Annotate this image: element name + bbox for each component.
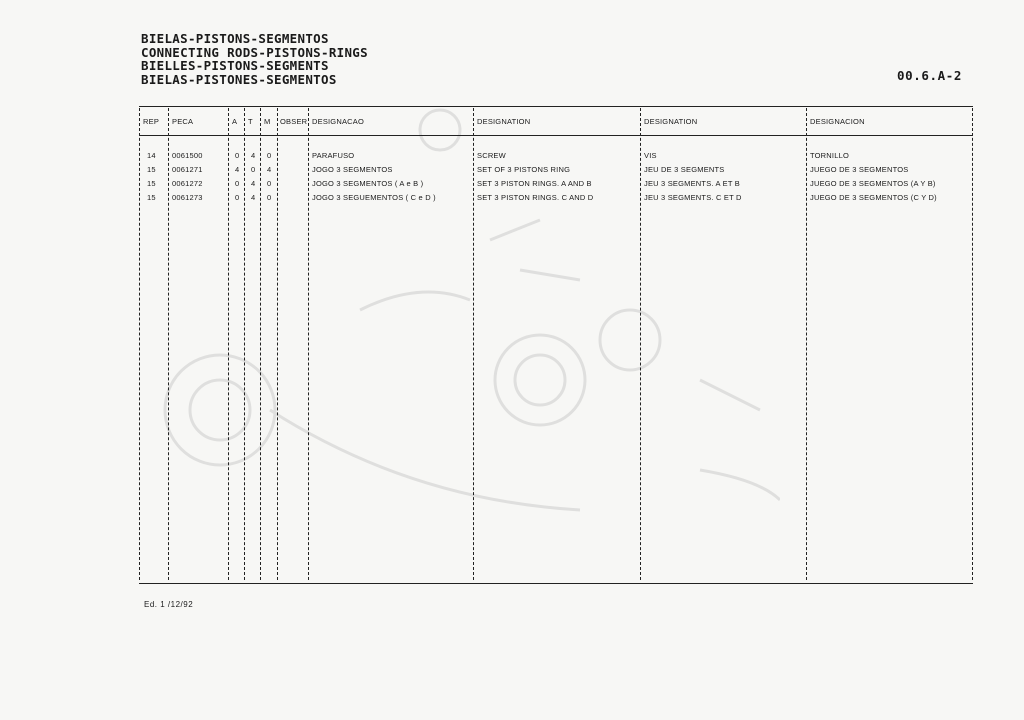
table-row-a: 0 — [235, 193, 240, 202]
table-row-es: JUEGO DE 3 SEGMENTOS (C Y D) — [810, 193, 937, 202]
table-row-en: SCREW — [477, 151, 506, 160]
table-row-fr: JEU 3 SEGMENTS. C ET D — [644, 193, 742, 202]
table-row-rep: 15 — [147, 193, 156, 202]
table-row-rep: 15 — [147, 165, 156, 174]
column-divider — [640, 108, 641, 580]
table-row-rep: 15 — [147, 179, 156, 188]
column-divider — [168, 108, 169, 580]
header-divider — [139, 135, 973, 136]
table-row-t: 4 — [251, 193, 256, 202]
title-pt: BIELAS-PISTONS-SEGMENTOS — [141, 31, 329, 46]
column-divider — [277, 108, 278, 580]
header-designation-fr: DESIGNATION — [644, 117, 698, 126]
header-m: M — [264, 117, 271, 126]
table-row-peca: 0061500 — [172, 151, 203, 160]
title-es: BIELAS-PISTONES-SEGMENTOS — [141, 71, 337, 87]
table-row-fr: JEU DE 3 SEGMENTS — [644, 165, 725, 174]
column-divider — [308, 108, 309, 580]
header-obser: OBSER — [280, 117, 308, 126]
column-divider — [228, 108, 229, 580]
table-row-t: 0 — [251, 165, 256, 174]
table-row-m: 4 — [267, 165, 272, 174]
table-row-pt: JOGO 3 SEGUEMENTOS ( C e D ) — [312, 193, 436, 202]
header-designacion-es: DESIGNACION — [810, 117, 865, 126]
table-row-peca: 0061271 — [172, 165, 203, 174]
title-en: CONNECTING RODS-PISTONS-RINGS — [141, 44, 368, 60]
table-row-pt: JOGO 3 SEGMENTOS — [312, 165, 393, 174]
table-row-peca: 0061273 — [172, 193, 203, 202]
table-row-a: 0 — [235, 179, 240, 188]
table-row-a: 0 — [235, 151, 240, 160]
table-row-pt: JOGO 3 SEGMENTOS ( A e B ) — [312, 179, 424, 188]
table-row-m: 0 — [267, 193, 272, 202]
table-row-m: 0 — [267, 179, 272, 188]
edition-date: Ed. 1 /12/92 — [144, 600, 194, 609]
column-divider — [260, 108, 261, 580]
header-designacao: DESIGNACAO — [312, 117, 365, 126]
table-row-es: TORNILLO — [810, 151, 849, 160]
page-reference: 00.6.A-2 — [897, 68, 963, 83]
table-row-es: JUEGO DE 3 SEGMENTOS (A Y B) — [810, 179, 936, 188]
header-rep: REP — [143, 117, 160, 126]
column-divider — [139, 108, 140, 580]
title-fr: BIELLES-PISTONS-SEGMENTS — [141, 58, 329, 73]
table-row-pt: PARAFUSO — [312, 151, 355, 160]
column-divider — [244, 108, 245, 580]
table-row-en: SET 3 PISTON RINGS. A AND B — [477, 179, 592, 188]
parts-table — [139, 106, 973, 584]
column-divider — [806, 108, 807, 580]
column-divider — [473, 108, 474, 580]
title-block — [141, 32, 368, 86]
table-row-es: JUEGO DE 3 SEGMENTOS — [810, 165, 909, 174]
table-row-t: 4 — [251, 179, 256, 188]
header-t: T — [248, 117, 253, 126]
table-row-fr: VIS — [644, 151, 657, 160]
table-row-fr: JEU 3 SEGMENTS. A ET B — [644, 179, 740, 188]
header-designation-en: DESIGNATION — [477, 117, 531, 126]
table-row-en: SET 3 PISTON RINGS. C AND D — [477, 193, 594, 202]
header-peca: PECA — [172, 117, 194, 126]
table-row-peca: 0061272 — [172, 179, 203, 188]
header-a: A — [232, 117, 238, 126]
table-row-m: 0 — [267, 151, 272, 160]
table-row-en: SET OF 3 PISTONS RING — [477, 165, 571, 174]
table-row-rep: 14 — [147, 151, 156, 160]
table-row-a: 4 — [235, 165, 240, 174]
column-divider — [972, 108, 973, 580]
table-row-t: 4 — [251, 151, 256, 160]
